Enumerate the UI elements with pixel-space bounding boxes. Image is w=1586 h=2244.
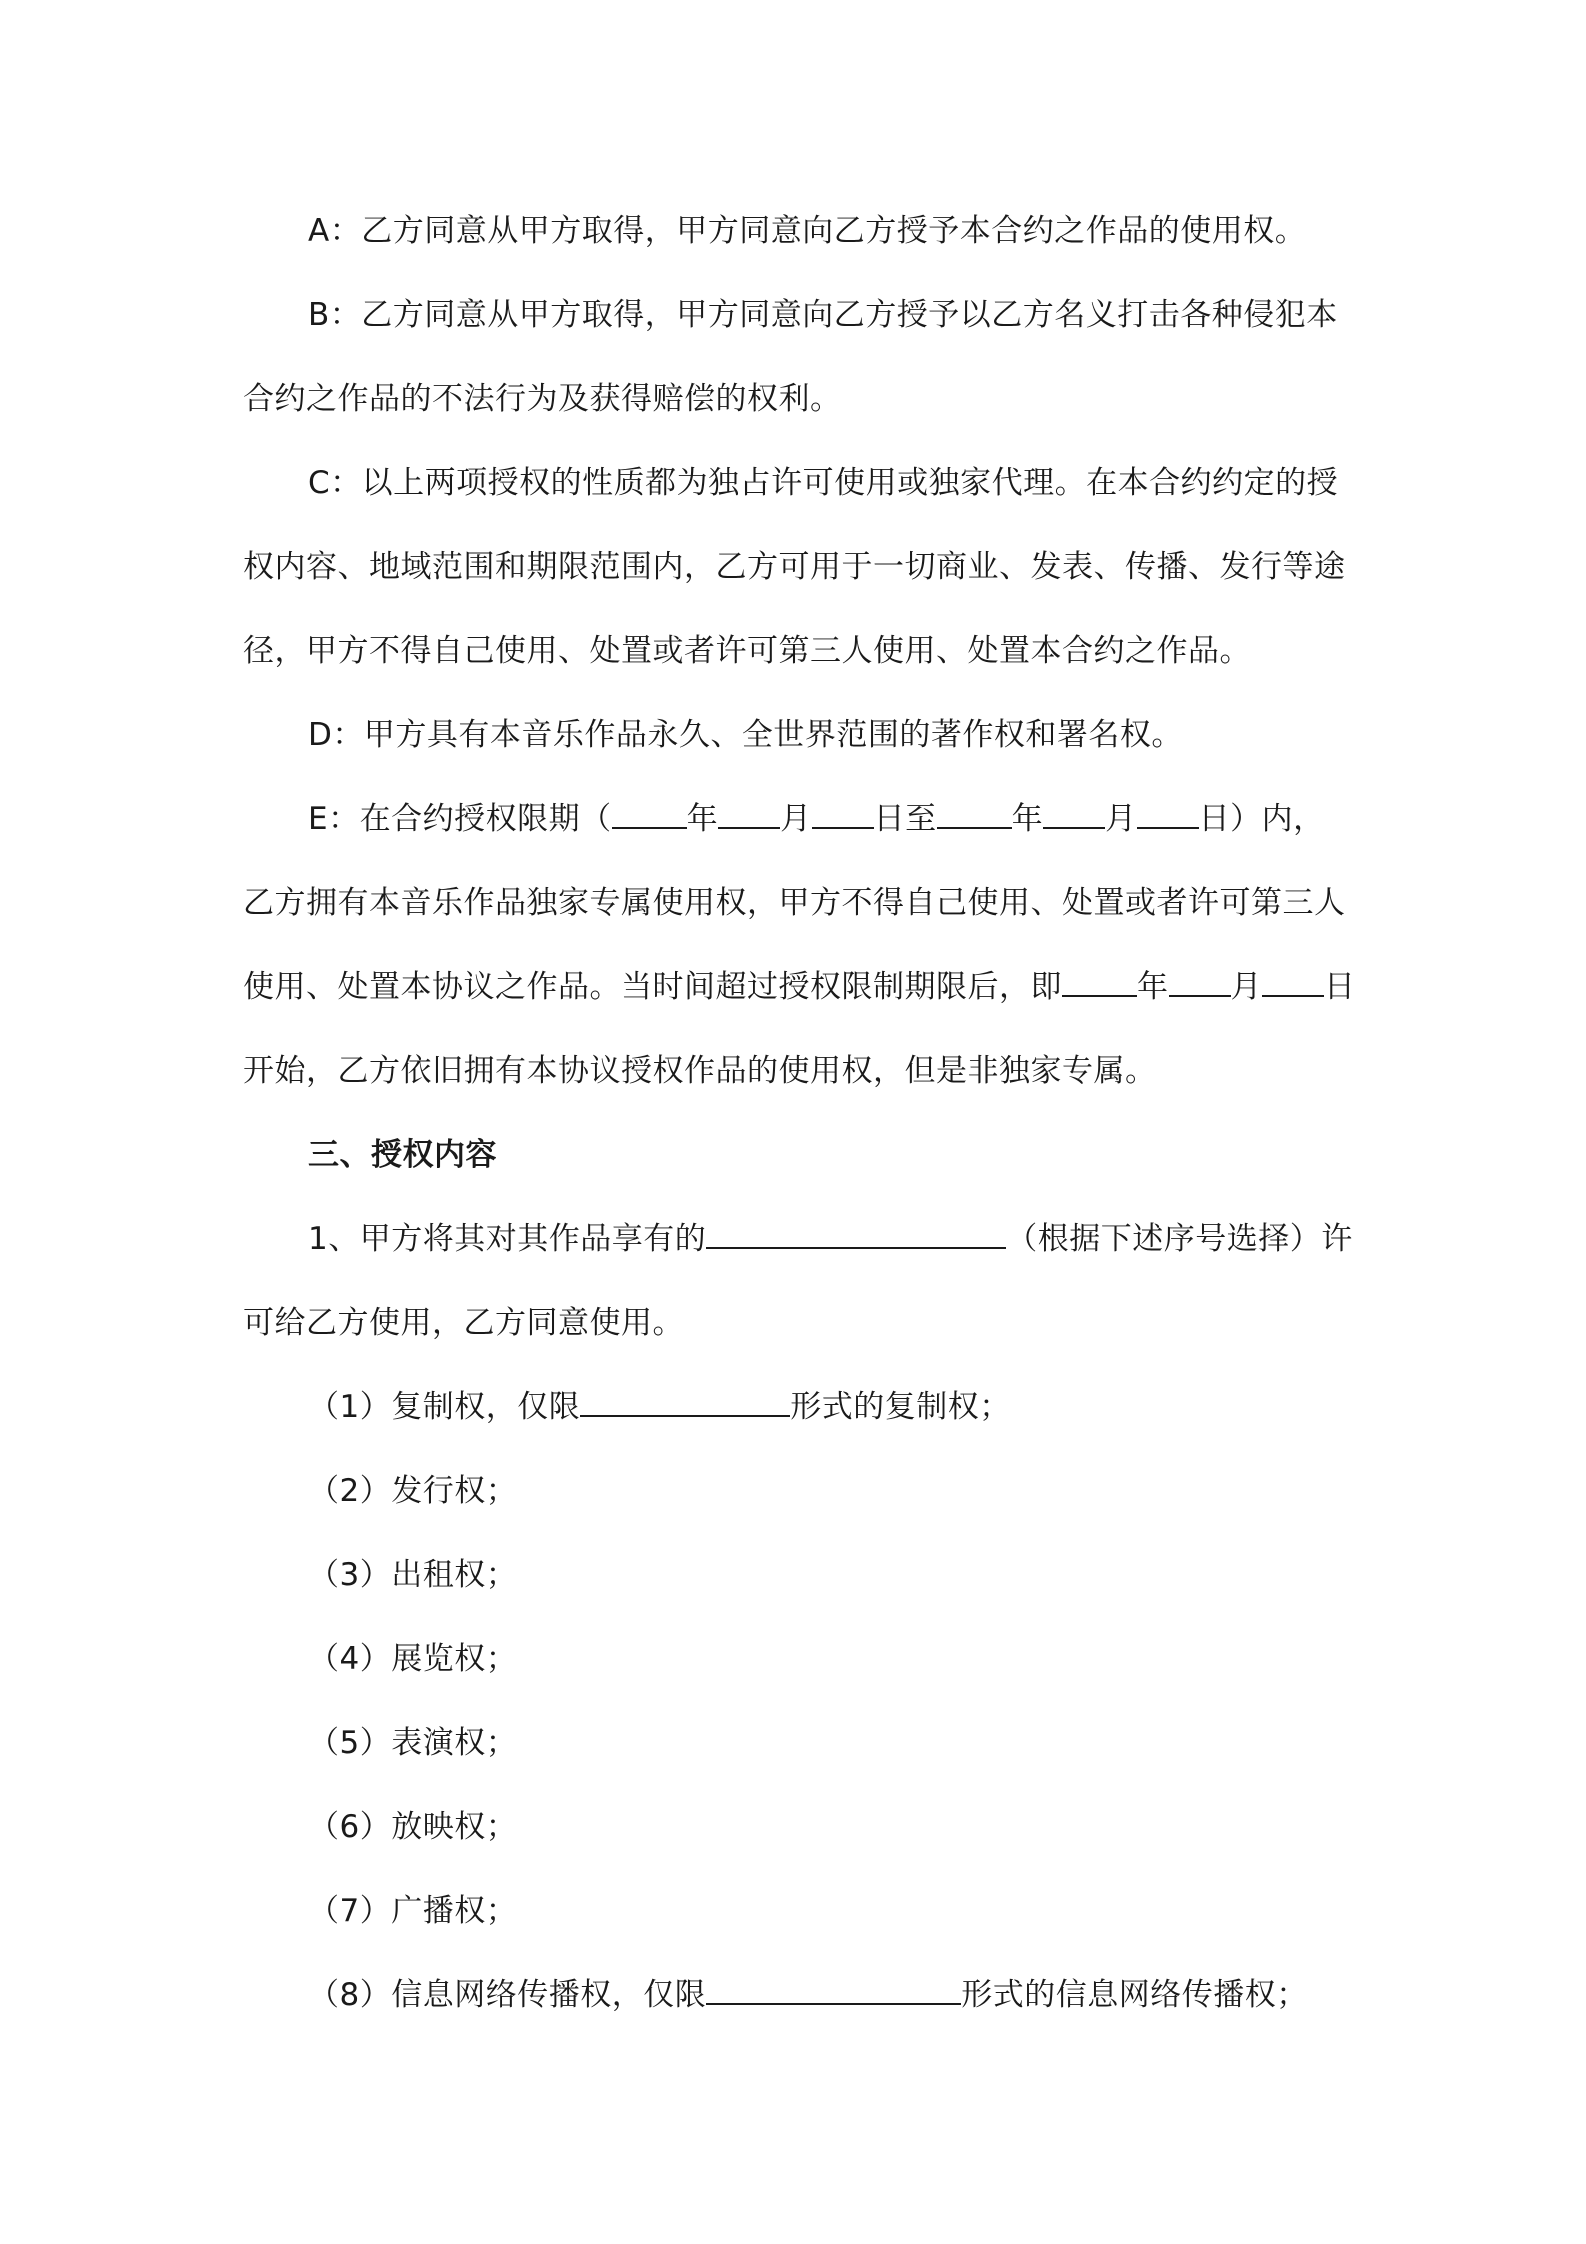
paragraph-e-line3 [243,965,1356,1009]
end-year-label: 年 [1011,801,1044,837]
start-day-blank[interactable] [812,797,874,829]
paragraph-c-line3: 径，甲方不得自己使用、处置或者许可第三人使用、处置本合约之作品。 [243,633,1251,669]
paragraph-b-line2: 合约之作品的不法行为及获得赔偿的权利。 [243,381,842,417]
right-item-1 [308,1385,1011,1429]
expiry-day-label: 日 [1324,969,1356,1005]
right-item-5: （5）表演权； [308,1725,518,1761]
right-8-suffix: 形式的信息网络传播权； [961,1977,1308,2013]
right-1-suffix: 形式的复制权； [790,1389,1011,1425]
expiry-month-blank[interactable] [1169,965,1231,997]
paragraph-c-line1: C：以上两项授权的性质都为独占许可使用或独家代理。在本合约约定的授 [308,465,1339,501]
rights-selection-blank[interactable] [706,1217,1006,1249]
right-8-prefix: （8）信息网络传播权，仅限 [308,1977,707,2013]
right-item-2: （2）发行权； [308,1473,518,1509]
end-day-blank[interactable] [1137,797,1199,829]
paragraph-d: D：甲方具有本音乐作品永久、全世界范围的著作权和署名权。 [308,717,1183,753]
item-1-prefix: 1、甲方将其对其作品享有的 [308,1221,707,1257]
network-form-blank[interactable] [706,1973,961,2005]
right-item-8 [308,1973,1308,2017]
start-year-label: 年 [686,801,719,837]
end-year-blank[interactable] [937,797,1012,829]
paragraph-e-line1 [308,797,1325,841]
paragraph-e-line4: 开始，乙方依旧拥有本协议授权作品的使用权，但是非独家专属。 [243,1053,1157,1089]
right-item-3: （3）出租权； [308,1557,518,1593]
section-heading: 三、授权内容 [308,1137,497,1173]
end-day-label: 日）内， [1198,801,1325,837]
expiry-year-label: 年 [1137,969,1169,1005]
expiry-month-label: 月 [1230,969,1262,1005]
start-month-blank[interactable] [718,797,780,829]
end-month-blank[interactable] [1043,797,1105,829]
paragraph-e-prefix: E：在合约授权限期（ [308,801,612,837]
paragraph-b-line1: B：乙方同意从甲方取得，甲方同意向乙方授予以乙方名义打击各种侵犯本 [308,297,1338,333]
expiry-day-blank[interactable] [1262,965,1324,997]
item-1-suffix: （根据下述序号选择）许 [1006,1221,1353,1257]
start-day-label: 日至 [873,801,937,837]
paragraph-e-line2: 乙方拥有本音乐作品独家专属使用权，甲方不得自己使用、处置或者许可第三人 [243,885,1346,921]
item-1-line1 [308,1217,1353,1261]
start-year-blank[interactable] [612,797,687,829]
right-item-4: （4）展览权； [308,1641,518,1677]
right-1-prefix: （1）复制权，仅限 [308,1389,581,1425]
right-item-6: （6）放映权； [308,1809,518,1845]
paragraph-c-line2: 权内容、地域范围和期限范围内，乙方可用于一切商业、发表、传播、发行等途 [243,549,1346,585]
right-item-7: （7）广播权； [308,1893,518,1929]
item-1-line2: 可给乙方使用，乙方同意使用。 [243,1305,684,1341]
expiry-year-blank[interactable] [1062,965,1137,997]
paragraph-e3-prefix: 使用、处置本协议之作品。当时间超过授权限制期限后，即 [243,969,1062,1005]
reproduction-form-blank[interactable] [580,1385,790,1417]
paragraph-a: A：乙方同意从甲方取得，甲方同意向乙方授予本合约之作品的使用权。 [308,213,1307,249]
start-month-label: 月 [780,801,812,837]
end-month-label: 月 [1105,801,1137,837]
